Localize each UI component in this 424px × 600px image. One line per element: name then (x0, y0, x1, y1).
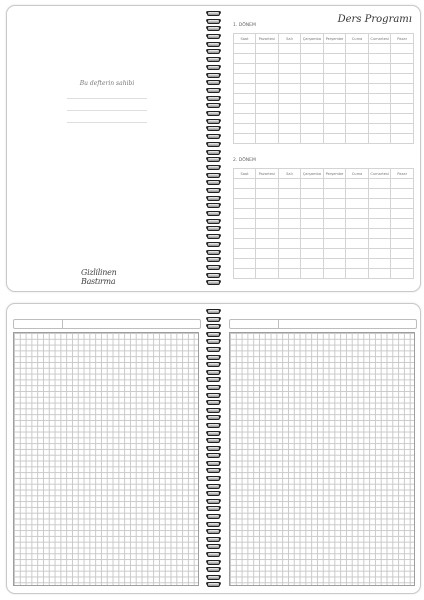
schedule-cell (301, 259, 324, 269)
table-row (234, 249, 414, 259)
schedule-cell (368, 104, 391, 114)
schedule-cell (256, 114, 279, 124)
schedule-cell (346, 54, 369, 64)
table-row (234, 199, 414, 209)
schedule-cell (256, 259, 279, 269)
schedule-cell (278, 199, 301, 209)
schedule-cell (256, 209, 279, 219)
schedule-cell (234, 44, 256, 54)
column-header: Saat (234, 169, 256, 179)
schedule-cell (346, 84, 369, 94)
term-label: 2. DÖNEM (233, 158, 256, 163)
schedule-cell (301, 64, 324, 74)
schedule-cell (256, 54, 279, 64)
schedule-cell (278, 239, 301, 249)
schedule-table-term-1 (233, 33, 414, 144)
schedule-cell (368, 44, 391, 54)
spiral-ring (206, 25, 221, 30)
schedule-cell (323, 249, 346, 259)
schedule-cell (301, 104, 324, 114)
schedule-cell (278, 229, 301, 239)
spiral-ring (206, 399, 221, 404)
schedule-cell (301, 44, 324, 54)
spiral-ring (206, 79, 221, 84)
schedule-table-term-2 (233, 168, 414, 279)
schedule-cell (346, 229, 369, 239)
schedule-cell (278, 209, 301, 219)
table-row (234, 229, 414, 239)
schedule-cell (391, 124, 414, 134)
schedule-cell (391, 114, 414, 124)
column-header: Perşembe (323, 169, 346, 179)
schedule-cell (391, 259, 414, 269)
spiral-ring (206, 164, 221, 169)
schedule-cell (391, 189, 414, 199)
schedule-cell (346, 259, 369, 269)
spiral-ring (206, 233, 221, 238)
schedule-cell (301, 229, 324, 239)
spiral-ring (206, 172, 221, 177)
spiral-ring (206, 48, 221, 53)
schedule-cell (391, 74, 414, 84)
schedule-cell (256, 239, 279, 249)
spiral-ring (206, 369, 221, 374)
owner-label: Bu defterin sahibi (79, 80, 135, 87)
schedule-cell (391, 249, 414, 259)
schedule-cell (256, 199, 279, 209)
table-row (234, 179, 414, 189)
owner-line (67, 98, 147, 99)
table-row (234, 124, 414, 134)
schedule-cell (368, 249, 391, 259)
column-header: Çarşamba (301, 169, 324, 179)
schedule-cell (301, 239, 324, 249)
spiral-ring (206, 566, 221, 571)
column-header: Cuma (346, 34, 369, 44)
schedule-cell (256, 124, 279, 134)
schedule-cell (391, 209, 414, 219)
spiral-ring (206, 521, 221, 526)
schedule-cell (391, 239, 414, 249)
schedule-cell (368, 189, 391, 199)
schedule-cell (368, 199, 391, 209)
column-header: Perşembe (323, 34, 346, 44)
schedule-cell (301, 219, 324, 229)
schedule-cell (301, 124, 324, 134)
schedule-cell (234, 114, 256, 124)
schedule-cell (234, 64, 256, 74)
spiral-ring (206, 210, 221, 215)
schedule-cell (346, 179, 369, 189)
schedule-cell (391, 44, 414, 54)
spiral-ring (206, 41, 221, 46)
schedule-cell (234, 249, 256, 259)
spiral-ring (206, 422, 221, 427)
schedule-cell (234, 94, 256, 104)
spiral-ring (206, 430, 221, 435)
schedule-cell (346, 124, 369, 134)
spiral-binding (204, 304, 223, 593)
schedule-cell (256, 219, 279, 229)
schedule-cell (323, 259, 346, 269)
spiral-ring (206, 195, 221, 200)
schedule-cell (368, 54, 391, 64)
spiral-ring (206, 64, 221, 69)
schedule-cell (323, 134, 346, 144)
schedule-cell (278, 54, 301, 64)
column-header: Cumartesi (368, 34, 391, 44)
spiral-ring (206, 87, 221, 92)
schedule-cell (278, 219, 301, 229)
table-row (234, 104, 414, 114)
schedule-cell (278, 249, 301, 259)
spiral-ring (206, 202, 221, 207)
schedule-cell (368, 269, 391, 279)
table-row (234, 189, 414, 199)
spiral-ring (206, 460, 221, 465)
schedule-cell (234, 189, 256, 199)
schedule-cell (256, 189, 279, 199)
spiral-ring (206, 241, 221, 246)
spiral-ring (206, 256, 221, 261)
spiral-ring (206, 95, 221, 100)
schedule-cell (234, 134, 256, 144)
schedule-cell (278, 259, 301, 269)
column-header: Cumartesi (368, 169, 391, 179)
spiral-ring (206, 559, 221, 564)
spiral-ring (206, 33, 221, 38)
schedule-cell (256, 84, 279, 94)
schedule-cell (301, 249, 324, 259)
schedule-cell (323, 239, 346, 249)
grid-page-right (223, 304, 420, 593)
schedule-cell (368, 74, 391, 84)
schedule-cell (346, 94, 369, 104)
schedule-cell (323, 94, 346, 104)
spiral-ring (206, 56, 221, 61)
schedule-cell (278, 134, 301, 144)
schedule-cell (323, 64, 346, 74)
spiral-ring (206, 187, 221, 192)
term-label: 1. DÖNEM (233, 23, 256, 28)
schedule-cell (278, 64, 301, 74)
header-bar (13, 319, 201, 329)
spiral-ring (206, 133, 221, 138)
schedule-cell (368, 64, 391, 74)
schedule-cell (256, 179, 279, 189)
schedule-cell (256, 64, 279, 74)
table-row (234, 219, 414, 229)
schedule-cell (301, 114, 324, 124)
schedule-cell (256, 134, 279, 144)
spiral-ring (206, 498, 221, 503)
schedule-cell (278, 114, 301, 124)
table-row (234, 94, 414, 104)
schedule-cell (391, 269, 414, 279)
schedule-cell (346, 239, 369, 249)
spiral-ring (206, 581, 221, 586)
schedule-cell (301, 199, 324, 209)
schedule-cell (323, 209, 346, 219)
spiral-ring (206, 551, 221, 556)
schedule-cell (301, 209, 324, 219)
spiral-ring (206, 505, 221, 510)
column-header: Saat (234, 34, 256, 44)
schedule-cell (368, 219, 391, 229)
column-header: Cuma (346, 169, 369, 179)
schedule-cell (234, 104, 256, 114)
grid-paper (13, 332, 199, 586)
column-header: Pazartesi (256, 34, 279, 44)
schedule-cell (234, 54, 256, 64)
schedule-cell (346, 74, 369, 84)
table-row (234, 239, 414, 249)
spiral-binding (204, 6, 223, 291)
schedule-cell (368, 179, 391, 189)
schedule-cell (323, 114, 346, 124)
spiral-ring (206, 179, 221, 184)
schedule-cell (301, 54, 324, 64)
schedule-cell (278, 269, 301, 279)
schedule-cell (323, 124, 346, 134)
brand-logo: Gizlilinen Bastırma (81, 268, 117, 286)
spiral-ring (206, 272, 221, 277)
schedule-cell (278, 124, 301, 134)
schedule-cell (301, 84, 324, 94)
schedule-cell (278, 74, 301, 84)
schedule-cell (368, 239, 391, 249)
spiral-ring (206, 452, 221, 457)
spiral-ring (206, 156, 221, 161)
schedule-cell (368, 259, 391, 269)
schedule-cell (346, 134, 369, 144)
spiral-ring (206, 125, 221, 130)
schedule-cell (391, 94, 414, 104)
notebook-spread-cover (6, 5, 421, 292)
spiral-ring (206, 331, 221, 336)
spiral-ring (206, 141, 221, 146)
schedule-cell (234, 229, 256, 239)
spiral-ring (206, 384, 221, 389)
schedule-cell (323, 229, 346, 239)
spiral-ring (206, 118, 221, 123)
schedule-cell (346, 219, 369, 229)
inside-cover-page (7, 6, 204, 291)
column-header: Pazar (391, 169, 414, 179)
spiral-ring (206, 149, 221, 154)
schedule-cell (391, 134, 414, 144)
schedule-cell (301, 134, 324, 144)
spiral-ring (206, 218, 221, 223)
spiral-ring (206, 361, 221, 366)
schedule-cell (234, 84, 256, 94)
grid-paper (229, 332, 415, 586)
table-row (234, 209, 414, 219)
schedule-cell (234, 239, 256, 249)
spiral-ring (206, 316, 221, 321)
schedule-cell (323, 199, 346, 209)
schedule-cell (256, 94, 279, 104)
schedule-cell (346, 249, 369, 259)
owner-line (67, 110, 147, 111)
spiral-ring (206, 110, 221, 115)
spiral-ring (206, 18, 221, 23)
table-row (234, 84, 414, 94)
schedule-cell (346, 209, 369, 219)
spiral-ring (206, 490, 221, 495)
column-header: Pazartesi (256, 169, 279, 179)
schedule-cell (234, 259, 256, 269)
schedule-cell (278, 104, 301, 114)
schedule-cell (323, 44, 346, 54)
schedule-page (223, 6, 420, 291)
spiral-ring (206, 376, 221, 381)
schedule-cell (234, 199, 256, 209)
schedule-cell (346, 199, 369, 209)
table-row (234, 114, 414, 124)
column-header: Çarşamba (301, 34, 324, 44)
schedule-cell (391, 104, 414, 114)
spiral-ring (206, 475, 221, 480)
table-row (234, 44, 414, 54)
spiral-ring (206, 102, 221, 107)
spiral-ring (206, 308, 221, 313)
spiral-ring (206, 392, 221, 397)
spiral-ring (206, 279, 221, 284)
schedule-cell (301, 179, 324, 189)
header-divider (62, 320, 63, 328)
schedule-cell (368, 114, 391, 124)
table-row (234, 64, 414, 74)
spiral-ring (206, 467, 221, 472)
column-header: Pazar (391, 34, 414, 44)
spiral-ring (206, 414, 221, 419)
spiral-ring (206, 483, 221, 488)
schedule-cell (391, 219, 414, 229)
schedule-cell (391, 199, 414, 209)
schedule-cell (256, 249, 279, 259)
schedule-cell (368, 84, 391, 94)
table-row (234, 134, 414, 144)
header-bar (229, 319, 417, 329)
schedule-cell (234, 124, 256, 134)
schedule-cell (391, 84, 414, 94)
spiral-ring (206, 264, 221, 269)
schedule-cell (234, 209, 256, 219)
schedule-cell (323, 189, 346, 199)
schedule-cell (368, 94, 391, 104)
spiral-ring (206, 72, 221, 77)
spiral-ring (206, 543, 221, 548)
spiral-ring (206, 323, 221, 328)
table-row (234, 259, 414, 269)
schedule-cell (301, 189, 324, 199)
schedule-cell (323, 219, 346, 229)
schedule-cell (323, 104, 346, 114)
schedule-cell (346, 104, 369, 114)
schedule-cell (278, 189, 301, 199)
schedule-cell (234, 179, 256, 189)
table-row (234, 269, 414, 279)
schedule-cell (346, 114, 369, 124)
spiral-ring (206, 225, 221, 230)
schedule-cell (368, 209, 391, 219)
schedule-cell (323, 54, 346, 64)
schedule-cell (278, 94, 301, 104)
schedule-cell (278, 179, 301, 189)
schedule-cell (391, 229, 414, 239)
spiral-ring (206, 354, 221, 359)
spiral-ring (206, 10, 221, 15)
spiral-ring (206, 574, 221, 579)
schedule-cell (234, 74, 256, 84)
spiral-ring (206, 513, 221, 518)
spiral-ring (206, 407, 221, 412)
column-header: Salı (278, 169, 301, 179)
schedule-cell (256, 104, 279, 114)
spiral-ring (206, 249, 221, 254)
schedule-cell (346, 189, 369, 199)
table-row (234, 54, 414, 64)
spiral-ring (206, 536, 221, 541)
schedule-cell (301, 94, 324, 104)
schedule-cell (391, 54, 414, 64)
spiral-ring (206, 437, 221, 442)
schedule-cell (234, 269, 256, 279)
header-divider (278, 320, 279, 328)
spiral-ring (206, 346, 221, 351)
schedule-cell (368, 124, 391, 134)
schedule-cell (368, 229, 391, 239)
spiral-ring (206, 528, 221, 533)
column-header: Salı (278, 34, 301, 44)
schedule-cell (256, 74, 279, 84)
spiral-ring (206, 445, 221, 450)
schedule-cell (346, 269, 369, 279)
schedule-cell (278, 84, 301, 94)
schedule-cell (391, 179, 414, 189)
schedule-cell (346, 44, 369, 54)
schedule-cell (278, 44, 301, 54)
table-row (234, 74, 414, 84)
schedule-cell (346, 64, 369, 74)
schedule-cell (391, 64, 414, 74)
owner-line (67, 122, 147, 123)
schedule-cell (323, 84, 346, 94)
schedule-cell (256, 229, 279, 239)
schedule-cell (234, 219, 256, 229)
schedule-cell (323, 74, 346, 84)
schedule-cell (301, 74, 324, 84)
schedule-cell (256, 44, 279, 54)
schedule-cell (301, 269, 324, 279)
grid-page-left (7, 304, 204, 593)
schedule-cell (368, 134, 391, 144)
notebook-spread-grid (6, 303, 421, 594)
page-title: Ders Programı (337, 14, 412, 25)
spiral-ring (206, 338, 221, 343)
schedule-cell (256, 269, 279, 279)
schedule-cell (323, 269, 346, 279)
schedule-cell (323, 179, 346, 189)
